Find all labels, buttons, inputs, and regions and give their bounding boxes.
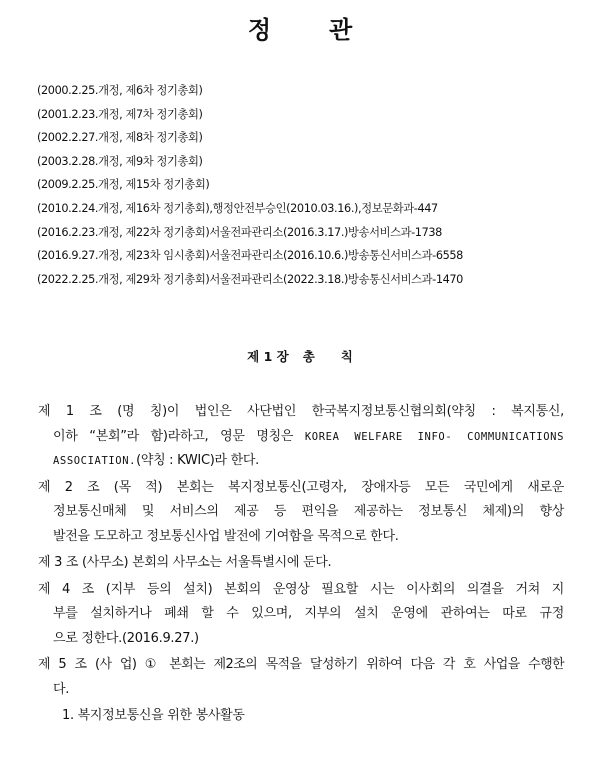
amendment-entry: (2001.2.23.개정, 제7차 정기총회)	[37, 107, 203, 121]
article-1	[38, 400, 564, 474]
english-name-part-2: ASSOCIATION.	[53, 455, 137, 467]
article-2-line-1: 제 2 조 (목 적) 본회는 복지정보통신(고령자, 장애자등 모든 국민에게 새로운	[38, 479, 564, 495]
article-5-item-1: 1. 복지정보통신을 위한 봉사활동	[62, 708, 245, 723]
article-4	[38, 578, 564, 652]
amendment-entry: (2003.2.28.개정, 제9차 정기총회)	[37, 154, 203, 168]
title-char-2: 관	[329, 16, 353, 44]
article-4-line-3: 으로 정한다.(2016.9.27.)	[53, 630, 199, 646]
chapter-number: 제 1 장	[247, 349, 289, 364]
article-3-line-1: 제 3 조 (사무소) 본회의 사무소는 서울특별시에 둔다.	[38, 555, 332, 570]
document-title	[0, 10, 600, 45]
chapter-title-char-2: 칙	[340, 349, 353, 364]
amendment-entry: (2016.2.23.개정, 제22차 정기총회)서울전파관리소(2016.3.17.)방송서비스과-1738	[37, 225, 442, 239]
chapter-title-char-1: 총	[302, 349, 315, 364]
amendment-entry: (2009.2.25.개정, 제15차 정기총회)	[37, 178, 210, 192]
article-5-line-2: 다.	[53, 681, 70, 697]
amendment-entry: (2022.2.25.개정, 제29차 정기총회)서울전파관리소(2022.3.18.)방송통신서비스과-1470	[37, 272, 463, 286]
article-4-line-1: 제 4 조 (지부 등의 설치) 본회의 운영상 필요할 시는 이사회의 의결을 거쳐 지	[38, 581, 564, 597]
article-5-line-1: 제 5 조 (사 업) ① 본회는 제2조의 목적을 달성하기 위하여 다음 각 호 사업을 수행한	[38, 657, 564, 672]
amendment-entry: (2002.2.27.개정, 제8차 정기총회)	[37, 131, 203, 145]
article-5	[38, 653, 564, 729]
chapter-heading	[0, 347, 600, 365]
article-3	[38, 551, 564, 576]
articles-body	[38, 400, 564, 731]
amendment-history-list	[37, 83, 463, 295]
article-2-line-3: 발전을 도모하고 정보통신사업 발전에 기여함을 목적으로 한다.	[53, 528, 399, 544]
amendment-entry: (2000.2.25.개정, 제6차 정기총회)	[37, 84, 203, 97]
article-1-line-3-text: (약칭 : KWIC)라 한다.	[136, 453, 259, 468]
article-2	[38, 476, 564, 550]
article-1-line-2	[38, 425, 564, 450]
article-1-line-3	[38, 449, 564, 474]
amendment-entry: (2010.2.24.개정, 제16차 정기총회),행정안전부승인(2010.03.16.),정보문화과-447	[37, 201, 438, 215]
article-1-line-1: 제 1 조 (명 칭)이 법인은 사단법인 한국복지정보통신협의회(약칭 : 복지통신,	[38, 404, 564, 419]
article-2-line-2: 정보통신매체 및 서비스의 제공 등 편익을 제공하는 정보통신 체제)의 향상	[53, 504, 564, 519]
article-4-line-2: 부를 설치하거나 폐쇄 할 수 있으며, 지부의 설치 운영에 관하여는 따로 규정	[53, 606, 564, 621]
english-name-part-1: KOREA WELFARE INFO- COMMUNICATIONS	[304, 430, 564, 443]
article-1-line-2-text: 이하 “본회”라 함)라하고, 영문 명칭은	[53, 428, 294, 444]
title-char-1: 정	[247, 16, 271, 44]
amendment-entry: (2016.9.27.개정, 제23차 임시총회)서울전파관리소(2016.10.6.)방송통신서비스과-6558	[37, 249, 463, 263]
